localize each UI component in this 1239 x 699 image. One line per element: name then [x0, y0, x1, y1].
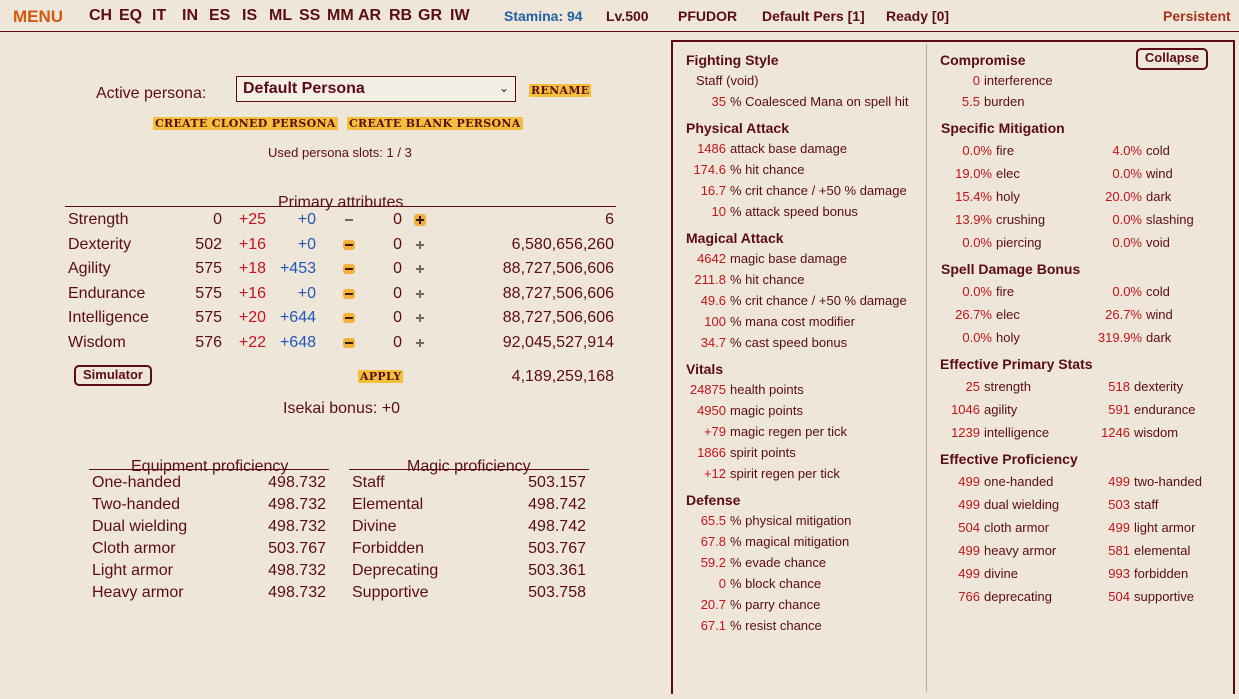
- proficiency-value: 503.767: [268, 540, 326, 557]
- nav-mm[interactable]: MM: [327, 7, 354, 24]
- stat-label: elec: [996, 166, 1020, 181]
- stat-label: % parry chance: [730, 597, 821, 612]
- stat-value: 0.0%: [1112, 235, 1142, 250]
- proficiency-name: Divine: [352, 518, 397, 535]
- attribute-name: Dexterity: [68, 236, 132, 253]
- stats-column-divider: [926, 44, 927, 692]
- nav-iw[interactable]: IW: [450, 7, 470, 24]
- stat-value: 4950: [697, 403, 726, 418]
- stat-label: spirit regen per tick: [730, 466, 840, 481]
- ready-indicator: Ready [0]: [886, 8, 950, 24]
- nav-ch[interactable]: CH: [89, 7, 113, 24]
- stat-label: light armor: [1134, 520, 1196, 535]
- nav-es[interactable]: ES: [209, 7, 231, 24]
- primary-attributes-title: Primary attributes: [278, 194, 404, 211]
- stat-value: 591: [1108, 402, 1130, 417]
- attribute-base: 0: [213, 211, 222, 228]
- specific-mitigation-heading: Specific Mitigation: [941, 120, 1065, 136]
- attribute-bonus-extra: +0: [297, 236, 316, 253]
- proficiency-name: Light armor: [92, 562, 173, 579]
- stat-label: two-handed: [1134, 474, 1202, 489]
- stat-value: 499: [958, 566, 980, 581]
- stat-value: 0.0%: [962, 235, 992, 250]
- effective-proficiency-heading: Effective Proficiency: [940, 451, 1078, 467]
- proficiency-name: Two-handed: [92, 496, 181, 513]
- stat-label: elec: [996, 307, 1020, 322]
- stat-label: cloth armor: [984, 520, 1050, 535]
- stat-value: 518: [1108, 379, 1130, 394]
- proficiency-name: Deprecating: [352, 562, 439, 579]
- attribute-base: 575: [195, 285, 222, 302]
- stat-value: 0.0%: [962, 143, 992, 158]
- stat-label: crushing: [996, 212, 1046, 227]
- attribute-cost: 88,727,506,606: [502, 309, 614, 326]
- stat-value: 35: [711, 94, 726, 109]
- persona-select-value: Default Persona: [243, 80, 365, 97]
- stat-value: 503: [1108, 497, 1130, 512]
- stat-label: deprecating: [984, 589, 1052, 604]
- nav-is[interactable]: IS: [242, 7, 258, 24]
- stat-label: health points: [730, 382, 804, 397]
- total-cost: 4,189,259,168: [511, 368, 614, 385]
- stat-value: 0.0%: [962, 284, 992, 299]
- isekai-bonus: Isekai bonus: +0: [283, 400, 400, 417]
- stat-value: 25: [965, 379, 980, 394]
- proficiency-value: 503.157: [528, 474, 586, 491]
- stat-value: 499: [958, 474, 980, 489]
- stat-label: % hit chance: [730, 272, 805, 287]
- persistent-mode: Persistent: [1163, 8, 1231, 24]
- proficiency-value: 498.732: [268, 518, 326, 535]
- defense-heading: Defense: [686, 492, 741, 508]
- level-display: Lv.500: [606, 8, 649, 24]
- attribute-allocated: 0: [393, 236, 402, 253]
- nav-eq[interactable]: EQ: [119, 7, 143, 24]
- stat-label: dark: [1146, 189, 1172, 204]
- stat-label: piercing: [996, 235, 1042, 250]
- plus-icon[interactable]: [414, 288, 426, 300]
- stat-label: % mana cost modifier: [730, 314, 855, 329]
- stat-label: wind: [1146, 166, 1173, 181]
- attribute-bonus-extra: +453: [279, 260, 316, 277]
- proficiency-value: 498.732: [268, 474, 326, 491]
- stat-label: % attack speed bonus: [730, 204, 858, 219]
- stat-label: cold: [1146, 143, 1170, 158]
- minus-icon[interactable]: [343, 240, 355, 250]
- proficiency-value: 498.742: [528, 518, 586, 535]
- stat-value: 34.7: [700, 335, 726, 350]
- stat-value: 13.9%: [955, 212, 992, 227]
- stat-label: magic points: [730, 403, 803, 418]
- stat-label: dexterity: [1134, 379, 1184, 394]
- stat-label: % magical mitigation: [730, 534, 850, 549]
- stat-value: 499: [1108, 474, 1130, 489]
- attribute-base: 502: [195, 236, 222, 253]
- stat-value: 0.0%: [1112, 212, 1142, 227]
- stat-label: one-handed: [984, 474, 1054, 489]
- stat-label: dual wielding: [984, 497, 1060, 512]
- attribute-name: Wisdom: [68, 334, 126, 351]
- stat-label: void: [1146, 235, 1170, 250]
- stat-value: 20.0%: [1105, 189, 1142, 204]
- attribute-allocated: 0: [393, 211, 402, 228]
- stat-value: 1239: [951, 425, 980, 440]
- stat-label: supportive: [1134, 589, 1194, 604]
- proficiency-name: Dual wielding: [92, 518, 188, 535]
- stat-label: spirit points: [730, 445, 796, 460]
- proficiency-value: 503.361: [528, 562, 586, 579]
- proficiency-name: One-handed: [92, 474, 181, 491]
- stat-value: 67.8: [700, 534, 726, 549]
- attribute-cost: 6: [605, 211, 614, 228]
- proficiency-value: 498.732: [268, 496, 326, 513]
- attribute-bonus: +18: [238, 260, 266, 277]
- stat-value: 26.7%: [955, 307, 992, 322]
- apply-button[interactable]: APPLY: [360, 370, 402, 383]
- persona-slots: Used persona slots: 1 / 3: [268, 145, 412, 160]
- magic-proficiency-title: Magic proficiency: [407, 458, 531, 475]
- plus-icon[interactable]: [414, 239, 426, 251]
- collapse-button[interactable]: Collapse: [1136, 48, 1208, 70]
- minus-icon[interactable]: [343, 215, 355, 225]
- stat-label: endurance: [1134, 402, 1196, 417]
- top-bar: [0, 0, 1239, 32]
- stat-value: 5.5: [961, 94, 980, 109]
- stat-label: agility: [984, 402, 1018, 417]
- stat-value: 65.5: [700, 513, 726, 528]
- persona-indicator[interactable]: Default Pers [1]: [762, 8, 865, 24]
- attribute-allocated: 0: [393, 285, 402, 302]
- stat-label: divine: [984, 566, 1018, 581]
- stat-value: 24875: [689, 382, 726, 397]
- stat-value: 0: [972, 73, 980, 88]
- nav-ar[interactable]: AR: [358, 7, 382, 24]
- stat-label: wind: [1146, 307, 1173, 322]
- stat-value: 766: [958, 589, 980, 604]
- attribute-name: Intelligence: [68, 309, 149, 326]
- stat-value: 15.4%: [955, 189, 992, 204]
- proficiency-name: Elemental: [352, 496, 424, 513]
- attribute-bonus-extra: +644: [279, 309, 316, 326]
- attribute-bonus: +16: [238, 285, 266, 302]
- attribute-bonus-extra: +0: [297, 211, 316, 228]
- stat-value: 16.7: [700, 183, 726, 198]
- attribute-base: 575: [195, 260, 222, 277]
- stat-label: fire: [996, 143, 1015, 158]
- stat-label: % resist chance: [730, 618, 822, 633]
- proficiency-name: Forbidden: [352, 540, 425, 557]
- attribute-bonus: +20: [238, 309, 266, 326]
- minus-icon[interactable]: [343, 289, 355, 299]
- plus-icon[interactable]: [414, 312, 426, 324]
- stat-value: 10: [711, 204, 726, 219]
- stat-value: 19.0%: [955, 166, 992, 181]
- physical-attack-heading: Physical Attack: [686, 120, 789, 136]
- active-persona-label: Active persona:: [96, 85, 207, 102]
- simulator-button[interactable]: Simulator: [74, 365, 152, 386]
- stat-value: 0: [718, 576, 726, 591]
- stat-label: heavy armor: [984, 543, 1057, 558]
- stat-label: slashing: [1146, 212, 1194, 227]
- stat-value: 319.9%: [1097, 330, 1142, 345]
- stat-label: % crit chance / +50 % damage: [730, 293, 907, 308]
- stat-value: 174.6: [693, 162, 726, 177]
- stat-value: 1046: [951, 402, 980, 417]
- menu-button[interactable]: MENU: [13, 7, 64, 26]
- stat-value: 499: [958, 497, 980, 512]
- attribute-cost: 88,727,506,606: [502, 260, 614, 277]
- attribute-bonus: +22: [238, 334, 266, 351]
- attribute-name: Endurance: [68, 285, 146, 302]
- attribute-allocated: 0: [393, 334, 402, 351]
- stat-label: % crit chance / +50 % damage: [730, 183, 907, 198]
- attribute-cost: 6,580,656,260: [511, 236, 614, 253]
- create-cloned-persona-button[interactable]: CREATE CLONED PERSONA: [155, 117, 336, 130]
- stat-label: dark: [1146, 330, 1172, 345]
- effective-primary-stats-heading: Effective Primary Stats: [940, 356, 1093, 372]
- nav-in[interactable]: IN: [182, 7, 198, 24]
- attribute-allocated: 0: [393, 309, 402, 326]
- nav-ml[interactable]: ML: [269, 7, 293, 24]
- proficiency-value: 503.758: [528, 584, 586, 601]
- attribute-bonus: +16: [238, 236, 266, 253]
- stamina-display: Stamina: 94: [504, 8, 583, 24]
- stat-value: 49.6: [700, 293, 726, 308]
- attribute-bonus-extra: +0: [297, 285, 316, 302]
- stat-label: magic regen per tick: [730, 424, 848, 439]
- proficiency-value: 503.767: [528, 540, 586, 557]
- stat-label: attack base damage: [730, 141, 848, 156]
- stat-label: % evade chance: [730, 555, 827, 570]
- stat-value: +12: [703, 466, 726, 481]
- proficiency-value: 498.732: [268, 584, 326, 601]
- attribute-name: Agility: [68, 260, 111, 277]
- attribute-name: Strength: [68, 211, 129, 228]
- stat-value: 993: [1108, 566, 1130, 581]
- proficiency-name: Supportive: [352, 584, 429, 601]
- stat-value: 100: [704, 314, 726, 329]
- minus-icon[interactable]: [343, 264, 355, 274]
- stat-value: 581: [1108, 543, 1130, 558]
- attribute-bonus-extra: +648: [279, 334, 316, 351]
- stat-label: % Coalesced Mana on spell hit: [730, 94, 909, 109]
- stat-value: 0.0%: [1112, 284, 1142, 299]
- stat-value: 59.2: [700, 555, 726, 570]
- stat-value: 0.0%: [1112, 166, 1142, 181]
- stat-label: burden: [984, 94, 1025, 109]
- stat-label: interference: [984, 73, 1053, 88]
- stat-value: +79: [703, 424, 726, 439]
- create-blank-persona-button[interactable]: CREATE BLANK PERSONA: [349, 117, 521, 130]
- magical-attack-heading: Magical Attack: [686, 230, 784, 246]
- nav-rb[interactable]: RB: [389, 7, 413, 24]
- stat-label: % block chance: [730, 576, 822, 591]
- plus-icon[interactable]: [414, 263, 426, 275]
- stat-value: 26.7%: [1105, 307, 1142, 322]
- attribute-cost: 92,045,527,914: [502, 334, 614, 351]
- stat-label: % cast speed bonus: [730, 335, 848, 350]
- stat-label: intelligence: [984, 425, 1050, 440]
- stat-label: staff: [1134, 497, 1159, 512]
- stat-value: 211.8: [694, 272, 726, 287]
- stat-value: 504: [1108, 589, 1130, 604]
- compromise-heading: Compromise: [940, 52, 1026, 68]
- stat-value: 1486: [697, 141, 726, 156]
- nav-gr[interactable]: GR: [418, 7, 442, 24]
- attribute-base: 576: [195, 334, 222, 351]
- fighting-style-weapon: Staff (void): [696, 73, 759, 88]
- stat-value: 1246: [1101, 425, 1130, 440]
- stat-label: holy: [996, 330, 1020, 345]
- plus-icon[interactable]: [414, 337, 426, 349]
- nav-ss[interactable]: SS: [299, 7, 321, 24]
- stat-value: 499: [1108, 520, 1130, 535]
- stat-label: forbidden: [1134, 566, 1189, 581]
- stat-label: wisdom: [1134, 425, 1179, 440]
- chevron-down-icon: ⌄: [498, 81, 509, 95]
- stat-value: 67.1: [700, 618, 726, 633]
- character-name: PFUDOR: [678, 8, 738, 24]
- plus-icon[interactable]: [414, 214, 426, 226]
- stat-label: holy: [996, 189, 1020, 204]
- stat-label: elemental: [1134, 543, 1191, 558]
- attribute-base: 575: [195, 309, 222, 326]
- proficiency-value: 498.732: [268, 562, 326, 579]
- proficiency-name: Staff: [352, 474, 385, 491]
- stat-value: 0.0%: [962, 330, 992, 345]
- proficiency-value: 498.742: [528, 496, 586, 513]
- stat-label: cold: [1146, 284, 1170, 299]
- attribute-cost: 88,727,506,606: [502, 285, 614, 302]
- spell-damage-bonus-heading: Spell Damage Bonus: [941, 261, 1081, 277]
- stat-value: 504: [958, 520, 980, 535]
- stat-label: fire: [996, 284, 1015, 299]
- proficiency-name: Cloth armor: [92, 540, 176, 557]
- attribute-allocated: 0: [393, 260, 402, 277]
- stat-label: strength: [984, 379, 1031, 394]
- nav-it[interactable]: IT: [152, 7, 167, 24]
- proficiency-name: Heavy armor: [92, 584, 184, 601]
- minus-icon[interactable]: [343, 338, 355, 348]
- stat-value: 499: [958, 543, 980, 558]
- rename-button[interactable]: RENAME: [531, 84, 590, 97]
- stat-value: 4.0%: [1112, 143, 1142, 158]
- attribute-bonus: +25: [238, 211, 266, 228]
- persona-select[interactable]: [236, 76, 516, 102]
- stat-label: magic base damage: [730, 251, 848, 266]
- stat-label: % hit chance: [730, 162, 805, 177]
- equipment-proficiency-title: Equipment proficiency: [131, 458, 289, 475]
- stat-value: 20.7: [700, 597, 726, 612]
- minus-icon[interactable]: [343, 313, 355, 323]
- stat-value: 1866: [697, 445, 726, 460]
- stat-value: 4642: [697, 251, 726, 266]
- fighting-style-heading: Fighting Style: [686, 52, 779, 68]
- stat-label: % physical mitigation: [730, 513, 852, 528]
- vitals-heading: Vitals: [686, 361, 724, 377]
